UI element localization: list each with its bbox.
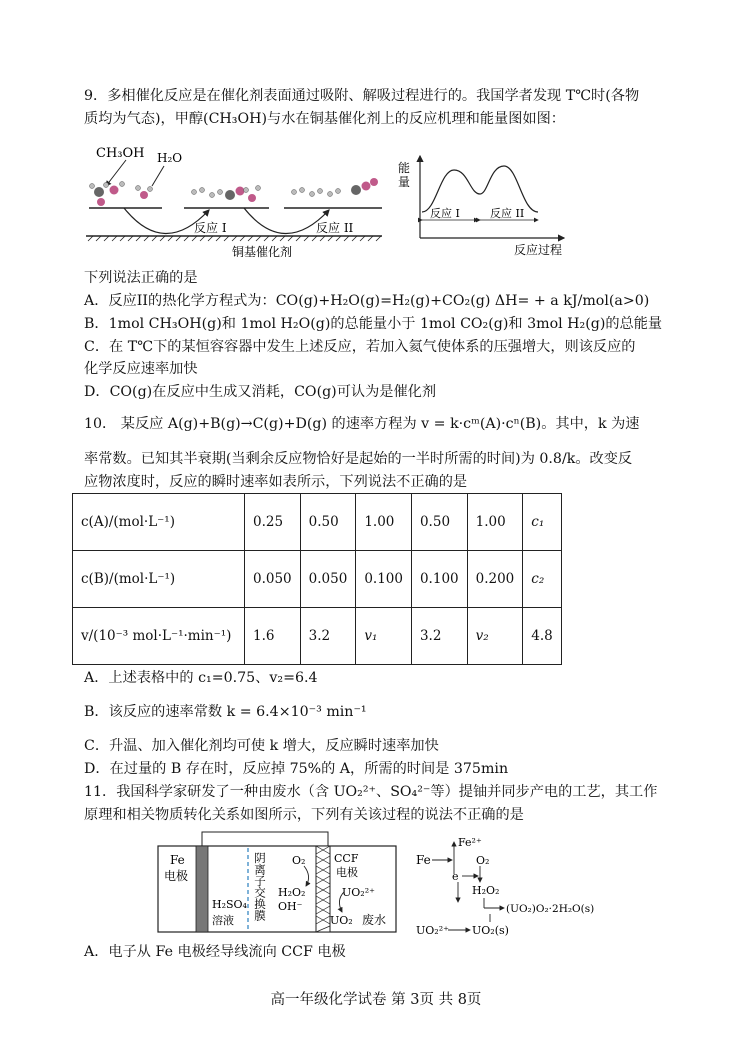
q10-option-b: B．该反应的速率常数 k = 6.4×10⁻³ min⁻¹	[84, 704, 367, 720]
h2so4-label: H₂SO₄	[212, 898, 247, 911]
q9-stem-line2: 质均为气态)，甲醇(CH₃OH)与水在铜基催化剂上的反应机理和能量图如图：	[84, 111, 565, 127]
scheme-o2-label: O₂	[476, 854, 490, 867]
fe2-label: Fe²⁺	[458, 836, 482, 849]
solution-label: 溶液	[212, 914, 234, 927]
table-cell: 0.50	[411, 494, 467, 551]
table-cell: 0.50	[300, 494, 356, 551]
q10-stem-line3: 应物浓度时，反应的瞬时速率如表所示，下列说法不正确的是	[84, 474, 468, 490]
q9-option-a: A．反应II的热化学方程式为：CO(g)+H₂O(g)=H₂(g)+CO₂(g) ΔH= + a kJ/mol(a>0)	[84, 293, 650, 309]
energy-axis-label-2: 量	[398, 175, 411, 189]
catalyst-label: 铜基催化剂	[232, 245, 293, 259]
q10-rate-table	[72, 493, 562, 665]
fe-electrode-label: Fe	[170, 853, 185, 867]
table-cell: 1.00	[356, 494, 412, 551]
membrane-label: 阴离子交换膜	[253, 852, 267, 921]
table-cell: 0.050	[245, 551, 301, 608]
uo2s-label: UO₂(s)	[472, 924, 509, 937]
reaction2-label: 反应 II	[316, 221, 354, 235]
ccf-electrode-word: 电极	[336, 866, 358, 879]
ch3oh-label: CH₃OH	[96, 146, 145, 161]
table-cell: 0.25	[245, 494, 301, 551]
energy-r2-label: 反应 II	[490, 207, 525, 220]
electron-label: e	[452, 870, 459, 883]
h2o-label: H₂O	[157, 151, 183, 165]
waste-water-label: 废水	[362, 913, 387, 927]
table-cell: 0.100	[411, 551, 467, 608]
table-cell: c(B)/(mol·L⁻¹)	[73, 551, 245, 608]
table-cell: c₂	[523, 551, 561, 608]
q11-stem-line2: 原理和相关物质转化关系如图所示，下列有关该过程的说法不正确的是	[84, 807, 524, 823]
energy-x-axis-label: 反应过程	[514, 243, 563, 257]
table-cell: c₁	[523, 494, 561, 551]
energy-axis-label-1: 能	[398, 161, 411, 175]
reaction1-label: 反应 I	[194, 221, 227, 235]
product-label: (UO₂)O₂·2H₂O(s)	[506, 903, 594, 915]
uo2-2plus-label: UO₂²⁺	[342, 886, 375, 899]
fe-electrode-word: 电极	[164, 869, 189, 883]
table-row	[73, 551, 562, 608]
o2-label: O₂	[292, 854, 306, 867]
q11-stem-line1: 11．我国科学家研发了一种由废水（含 UO₂²⁺、SO₄²⁻等）提铀并同步产电的工艺，其工作	[84, 784, 658, 800]
table-cell: 3.2	[300, 608, 356, 665]
q9-option-c-line1: C．在 T℃下的某恒容容器中发生上述反应，若加入氦气使体系的压强增大，则该反应的	[84, 339, 636, 355]
table-cell: 4.8	[523, 608, 561, 665]
scheme-h2o2-label: H₂O₂	[472, 884, 500, 897]
page-footer: 高一年级化学试卷 第 3页 共 8页	[270, 992, 482, 1008]
table-cell: 0.050	[300, 551, 356, 608]
table-cell: v/(10⁻³ mol·L⁻¹·min⁻¹)	[73, 608, 245, 665]
q10-option-c: C．升温、加入催化剂均可使 k 增大，反应瞬时速率加快	[84, 738, 439, 754]
table-cell: 0.200	[467, 551, 523, 608]
table-cell: v₂	[467, 608, 523, 665]
q10-option-a: A．上述表格中的 c₁=0.75、v₂=6.4	[84, 670, 318, 686]
q9-stem-line1: 9．多相催化反应是在催化剂表面通过吸附、解吸过程进行的。我国学者发现 T℃时(各物	[84, 88, 640, 104]
q11-option-a: A．电子从 Fe 电极经导线流向 CCF 电极	[84, 944, 346, 960]
q9-question: 下列说法正确的是	[84, 270, 198, 286]
q11-scheme-figure	[414, 834, 594, 942]
h2o2-label: H₂O₂	[278, 886, 306, 899]
q11-cell-figure	[156, 828, 400, 936]
scheme-uo2-2plus-label: UO₂²⁺	[416, 924, 449, 937]
q9-option-c-line2: 化学反应速率加快	[84, 361, 198, 377]
q10-option-d: D．在过量的 B 存在时，反应掉 75%的 A，所需的时间是 375min	[84, 761, 509, 777]
table-row	[73, 608, 562, 665]
table-cell: 1.00	[467, 494, 523, 551]
q9-mechanism-figure	[84, 140, 384, 260]
ccf-label: CCF	[334, 852, 359, 865]
uo2-label: UO₂	[330, 914, 353, 927]
table-cell: 3.2	[411, 608, 467, 665]
q10-stem-line1: 10． 某反应 A(g)+B(g)→C(g)+D(g) 的速率方程为 v = k·cᵐ(A)·cⁿ(B)。其中，k 为速	[84, 416, 640, 432]
q9-energy-figure	[396, 150, 576, 258]
q10-stem-line2: 率常数。已知其半衰期(当剩余反应物恰好是起始的一半时所需的时间)为 0.8/k。改变反	[84, 451, 633, 467]
table-row	[73, 494, 562, 551]
table-cell: 1.6	[245, 608, 301, 665]
table-cell: c(A)/(mol·L⁻¹)	[73, 494, 245, 551]
scheme-fe-label: Fe	[416, 853, 431, 867]
energy-r1-label: 反应 I	[430, 207, 460, 220]
table-cell: 0.100	[356, 551, 412, 608]
table-cell: v₁	[356, 608, 412, 665]
oh-label: OH⁻	[278, 900, 303, 913]
q9-option-d: D．CO(g)在反应中生成又消耗，CO(g)可认为是催化剂	[84, 384, 437, 400]
q9-option-b: B．1mol CH₃OH(g)和 1mol H₂O(g)的总能量小于 1mol CO₂(g)和 3mol H₂(g)的总能量	[84, 316, 663, 332]
